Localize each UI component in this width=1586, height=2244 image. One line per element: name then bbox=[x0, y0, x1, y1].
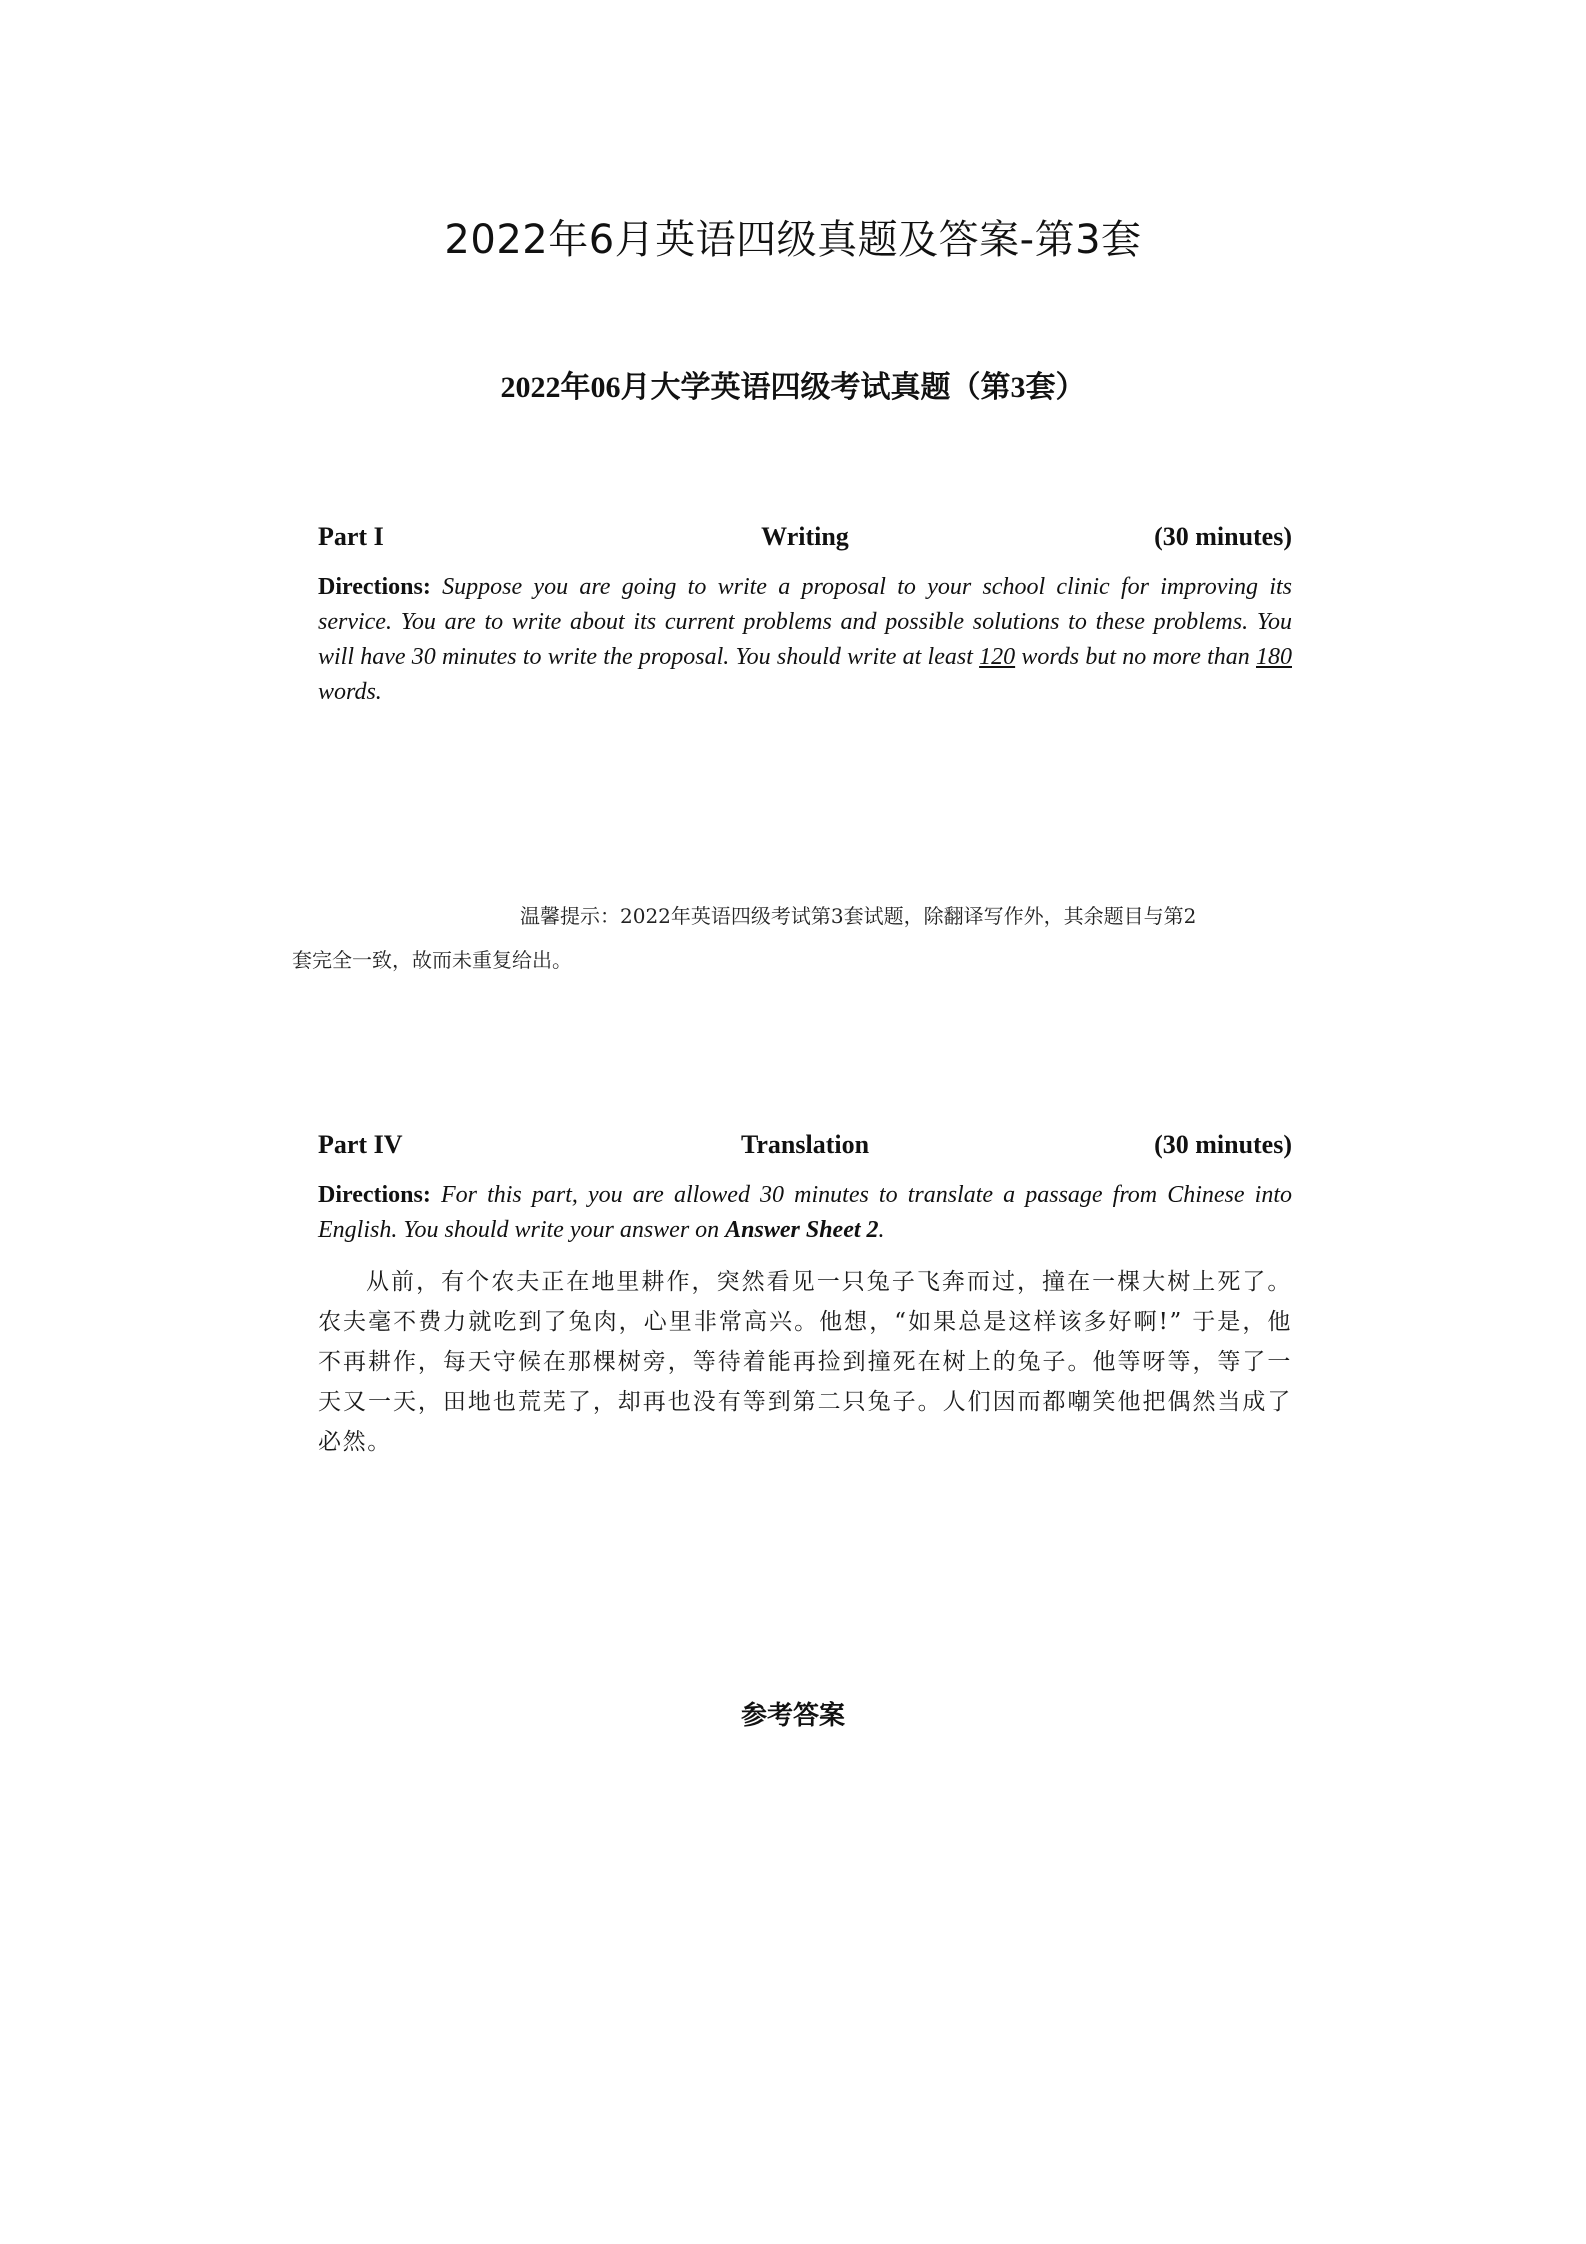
answer-heading: 参考答案 bbox=[740, 1701, 845, 1731]
translation-passage: 从前，有个农夫正在地里耕作，突然看见一只兔子飞奔而过，撞在一棵大树上死了。农夫毫不费力就吃到了兔肉，心里非常高兴。他想，“如果总是这样该多好啊!” 于是，他不再耕作，每天守候在那棵树旁，等待着能再捡到撞死在树上的兔子。他等呀等，等了一天又一天，田地也荒芜了，却再也没有等到第二只兔子。人们因而都嘲笑他把偶然当成了必然。 bbox=[318, 1269, 1292, 1455]
part4-directions-text-2: . bbox=[878, 1217, 885, 1243]
part1-directions-text-1: Suppose you are going to write a proposal to your school clinic for improving its service. You are to write about its current problems and possible solutions to these problems. You will have 30 minutes to write the proposal. You should write at least bbox=[318, 574, 1292, 670]
part4-number: Part IV bbox=[318, 1130, 403, 1159]
part1-header bbox=[318, 522, 1292, 562]
part1-directions bbox=[318, 570, 1292, 710]
part4-time: (30 minutes) bbox=[1154, 1130, 1292, 1159]
part4-directions-label: Directions: bbox=[318, 1182, 431, 1208]
part1-max-words: 180 bbox=[1256, 644, 1292, 670]
part1-directions-text-2: words but no more than bbox=[1015, 644, 1256, 670]
notice-tip bbox=[292, 894, 1272, 982]
part1-name: Writing bbox=[761, 522, 849, 551]
part4-answer-sheet: Answer Sheet 2 bbox=[725, 1217, 879, 1243]
exam-title: 2022年06月大学英语四级考试真题（第3套） bbox=[500, 371, 1086, 404]
page-title: 2022年6月英语四级真题及答案-第3套 bbox=[444, 217, 1142, 263]
notice-tip-line-1: 温馨提示：2022年英语四级考试第3套试题，除翻译写作外，其余题目与第2 bbox=[520, 904, 1197, 928]
notice-tip-line-2: 套完全一致，故而未重复给出。 bbox=[292, 948, 572, 972]
part1-number: Part I bbox=[318, 522, 384, 551]
part4-header bbox=[318, 1130, 1292, 1170]
part1-time: (30 minutes) bbox=[1154, 522, 1292, 551]
part4-name: Translation bbox=[740, 1130, 870, 1159]
part1-directions-text-3: words. bbox=[318, 679, 382, 705]
part1-directions-label: Directions: bbox=[318, 574, 431, 600]
part4-directions bbox=[318, 1178, 1292, 1248]
part1-min-words: 120 bbox=[979, 644, 1016, 670]
part4-directions-text-1: For this part, you are allowed 30 minutes to translate a passage from Chinese into English. You should write your answer on bbox=[318, 1182, 1292, 1243]
